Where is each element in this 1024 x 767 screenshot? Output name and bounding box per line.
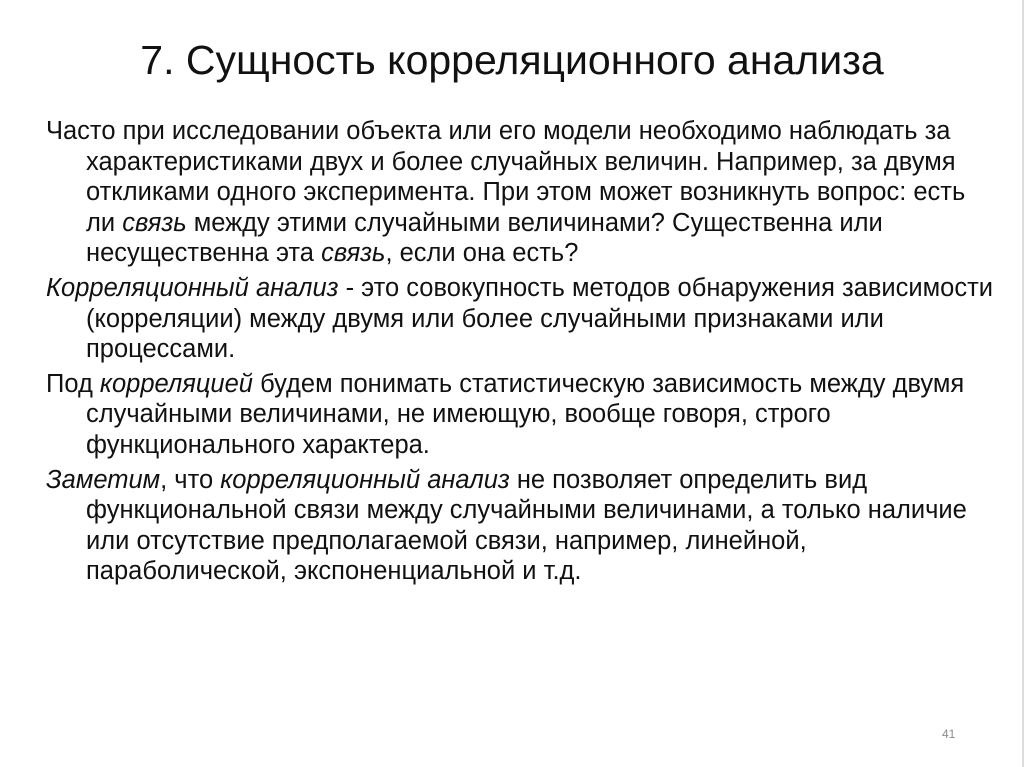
text-segment: , что <box>160 465 221 494</box>
italic-term: связь <box>321 239 386 268</box>
text-segment: - это совокупность методов обнаружения зависимости (корреляции) между двумя или более случайными признаками или процессами. <box>86 273 994 364</box>
page-number: 41 <box>942 727 956 741</box>
slide-body <box>46 116 996 591</box>
italic-term: Корреляционный анализ <box>46 273 339 302</box>
text-segment: , если она есть? <box>385 239 579 268</box>
paragraph-definition-analysis <box>46 273 996 365</box>
paragraph-correlation-question <box>46 116 996 269</box>
paragraph-definition-correlation <box>46 369 996 461</box>
slide-title: 7. Сущность корреляционного анализа <box>140 37 884 83</box>
paragraph-note <box>46 465 996 587</box>
italic-term: корреляцией <box>99 369 253 398</box>
text-segment: не позволяет определить вид функциональной связи между случайными величинами, а только наличие или отсутствие предполагаемой связи, например, линейной, параболической, экспоненциальной и т.д. <box>86 465 967 586</box>
text-segment: Под <box>46 369 100 398</box>
italic-term: Заметим <box>46 465 161 494</box>
italic-term: корреляционный анализ <box>220 465 510 494</box>
text-segment: будем понимать статистическую зависимость между двумя случайными величинами, не имеющую, вообще говоря, строго функционального характера. <box>86 369 965 459</box>
text-segment: между этими случайными величинами? Существенна или несущественна эта <box>86 208 883 268</box>
italic-term: связь <box>122 208 187 237</box>
text-segment: Часто при исследовании объекта или его модели необходимо наблюдать за характеристиками двух и более случайных величин. Например, за двумя откликами одного эксперимента. При этом может возникнуть вопрос: есть ли <box>46 117 966 237</box>
